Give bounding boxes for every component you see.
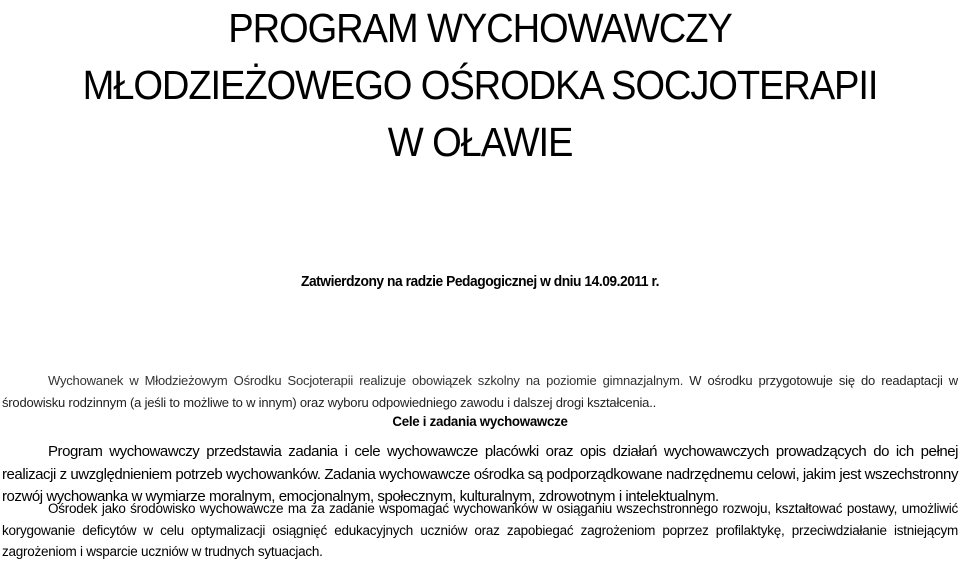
title-line-1: PROGRAM WYCHOWAWCZY (228, 5, 732, 51)
intro-rest-text: W ośrodku przygotowuje się do readaptacji w środowisku rodzinnym (a jeśli to możliwe to w innym) oraz wyboru odpowiedniego zawodu i dalszej drogi kształcenia.. (2, 373, 958, 410)
intro-paragraph (2, 370, 958, 413)
title-line-2: MŁODZIEŻOWEGO OŚRODKA SOCJOTERAPII (82, 62, 878, 108)
document-title (0, 0, 960, 171)
intro-lead-text: Wychowanek w Młodzieżowym Ośrodku Socjoterapii realizuje obowiązek szkolny na poziomie gimnazjalnym. (48, 373, 684, 388)
section-paragraph-1: Program wychowawczy przedstawia zadania i cele wychowawcze placówki oraz opis działań wychowawczych prowadzących do ich pełnej realizacji z uwzględnieniem potrzeb wychowanków. Zadania wychowawcze ośrodka są podporządkowane nadrzędnemu celowi, jakim jest wszechstronny rozwój wychowanka w wymiarze moralnym, emocjonalnym, społecznym, kulturalnym, zdrowotnym i intelektualnym. (2, 443, 958, 505)
approval-note: Zatwierdzony na radzie Pedagogicznej w dniu 14.09.2011 r. (300, 273, 660, 290)
section-paragraph-2: Ośrodek jako środowisko wychowawcze ma za zadanie wspomagać wychowanków w osiąganiu wszechstronnego rozwoju, kształtować postawy, umożliwić korygowanie deficytów w celu optymalizacji osiągnięć edukacyjnych uczniów oraz zapobiegać zagrożeniom poprzez profilaktykę, przeciwdziałanie istniejącym zagrożeniom i wsparcie uczniów w trudnych sytuacjach. (2, 501, 958, 559)
title-line-3: W OŁAWIE (387, 119, 573, 165)
section-heading: Cele i zadania wychowawcze (392, 413, 568, 429)
